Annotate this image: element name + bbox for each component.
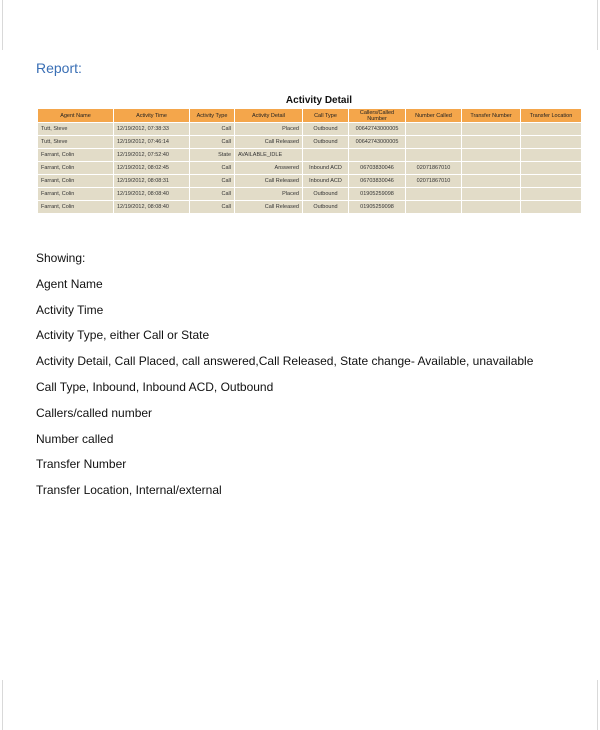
page-edge-bottom-left <box>2 680 3 730</box>
table-cell <box>462 149 521 162</box>
table-row <box>38 162 582 175</box>
activity-detail-figure <box>37 94 581 214</box>
table-cell <box>406 136 462 149</box>
table-cell: 12/19/2012, 07:52:40 <box>114 149 190 162</box>
table-cell <box>303 149 349 162</box>
column-header: Activity Time <box>114 109 190 123</box>
table-cell: Farrant, Colin <box>38 175 114 188</box>
column-header: Transfer Number <box>462 109 521 123</box>
table-cell <box>462 136 521 149</box>
list-item: Transfer Number <box>36 457 127 472</box>
table-cell: Call Released <box>235 136 303 149</box>
table-cell: 02071867010 <box>406 162 462 175</box>
table-cell: 12/19/2012, 08:08:31 <box>114 175 190 188</box>
table-cell: Tutt, Steve <box>38 123 114 136</box>
table-cell: 00642743000005 <box>349 123 406 136</box>
page-edge-top-left <box>2 0 3 50</box>
column-header: Transfer Location <box>521 109 582 123</box>
table-cell <box>406 201 462 214</box>
list-item: Activity Time <box>36 302 104 317</box>
table-cell: Farrant, Colin <box>38 149 114 162</box>
table-cell: Inbound ACD <box>303 175 349 188</box>
table-cell: Outbound <box>303 188 349 201</box>
table-cell: 12/19/2012, 07:46:14 <box>114 136 190 149</box>
table-row <box>38 149 582 162</box>
table-cell: Placed <box>235 188 303 201</box>
page-edge-bottom-right <box>597 680 598 730</box>
table-cell: Call <box>190 136 235 149</box>
column-header: Activity Type <box>190 109 235 123</box>
table-cell <box>462 188 521 201</box>
table-cell: 12/19/2012, 07:38:33 <box>114 123 190 136</box>
table-cell: 01905259098 <box>349 188 406 201</box>
table-row <box>38 175 582 188</box>
table-cell: Outbound <box>303 201 349 214</box>
table-cell: 06703830046 <box>349 162 406 175</box>
table-cell: State <box>190 149 235 162</box>
showing-list <box>36 246 533 504</box>
table-cell <box>349 149 406 162</box>
table-cell <box>521 188 582 201</box>
table-cell: Inbound ACD <box>303 162 349 175</box>
showing-intro: Showing: <box>36 251 86 265</box>
table-cell: 12/19/2012, 08:08:40 <box>114 188 190 201</box>
table-cell: Placed <box>235 123 303 136</box>
column-header: Callers/Called Number <box>349 109 406 123</box>
activity-detail-table <box>37 108 582 214</box>
table-cell: Farrant, Colin <box>38 201 114 214</box>
table-cell: Farrant, Colin <box>38 162 114 175</box>
column-header: Activity Detail <box>235 109 303 123</box>
column-header: Number Called <box>406 109 462 123</box>
list-item: Number called <box>36 431 114 446</box>
table-cell <box>521 175 582 188</box>
table-cell: 01905259098 <box>349 201 406 214</box>
table-row <box>38 188 582 201</box>
table-cell: 00642743000005 <box>349 136 406 149</box>
table-cell: Call <box>190 175 235 188</box>
table-cell <box>521 123 582 136</box>
table-row <box>38 201 582 214</box>
table-cell <box>521 149 582 162</box>
table-cell: 12/19/2012, 08:02:45 <box>114 162 190 175</box>
table-cell: Call <box>190 201 235 214</box>
table-cell: Outbound <box>303 136 349 149</box>
table-cell: Call <box>190 188 235 201</box>
table-header-row <box>38 109 582 123</box>
table-cell: Tutt, Steve <box>38 136 114 149</box>
table-cell <box>406 149 462 162</box>
page-edge-top-right <box>597 0 598 50</box>
list-item: Agent Name <box>36 276 103 291</box>
table-cell: 12/19/2012, 08:08:40 <box>114 201 190 214</box>
table-cell: Call <box>190 162 235 175</box>
list-item: Call Type, Inbound, Inbound ACD, Outbound <box>36 379 274 394</box>
table-cell <box>462 201 521 214</box>
table-cell: Outbound <box>303 123 349 136</box>
table-row <box>38 136 582 149</box>
table-cell <box>406 123 462 136</box>
table-cell: Call <box>190 123 235 136</box>
table-cell <box>521 136 582 149</box>
column-header: Agent Name <box>38 109 114 123</box>
table-cell: Farrant, Colin <box>38 188 114 201</box>
column-header: Call Type <box>303 109 349 123</box>
list-item: Callers/called number <box>36 405 153 420</box>
table-cell: Answered <box>235 162 303 175</box>
table-cell: Call Released <box>235 175 303 188</box>
table-cell: AVAILABLE_IDLE <box>235 149 303 162</box>
table-cell: 02071867010 <box>406 175 462 188</box>
table-cell: Call Released <box>235 201 303 214</box>
activity-detail-title: Activity Detail <box>285 95 353 106</box>
table-cell: 06703830046 <box>349 175 406 188</box>
table-cell <box>521 201 582 214</box>
table-cell <box>462 123 521 136</box>
list-item: Activity Type, either Call or State <box>36 328 210 343</box>
list-item: Transfer Location, Internal/external <box>36 483 222 498</box>
table-cell <box>521 162 582 175</box>
report-heading: Report: <box>36 60 82 76</box>
table-row <box>38 123 582 136</box>
list-item: Activity Detail, Call Placed, call answered,Call Released, State change- Available, unavailable <box>36 354 534 369</box>
table-cell <box>462 175 521 188</box>
table-cell <box>462 162 521 175</box>
table-cell <box>406 188 462 201</box>
